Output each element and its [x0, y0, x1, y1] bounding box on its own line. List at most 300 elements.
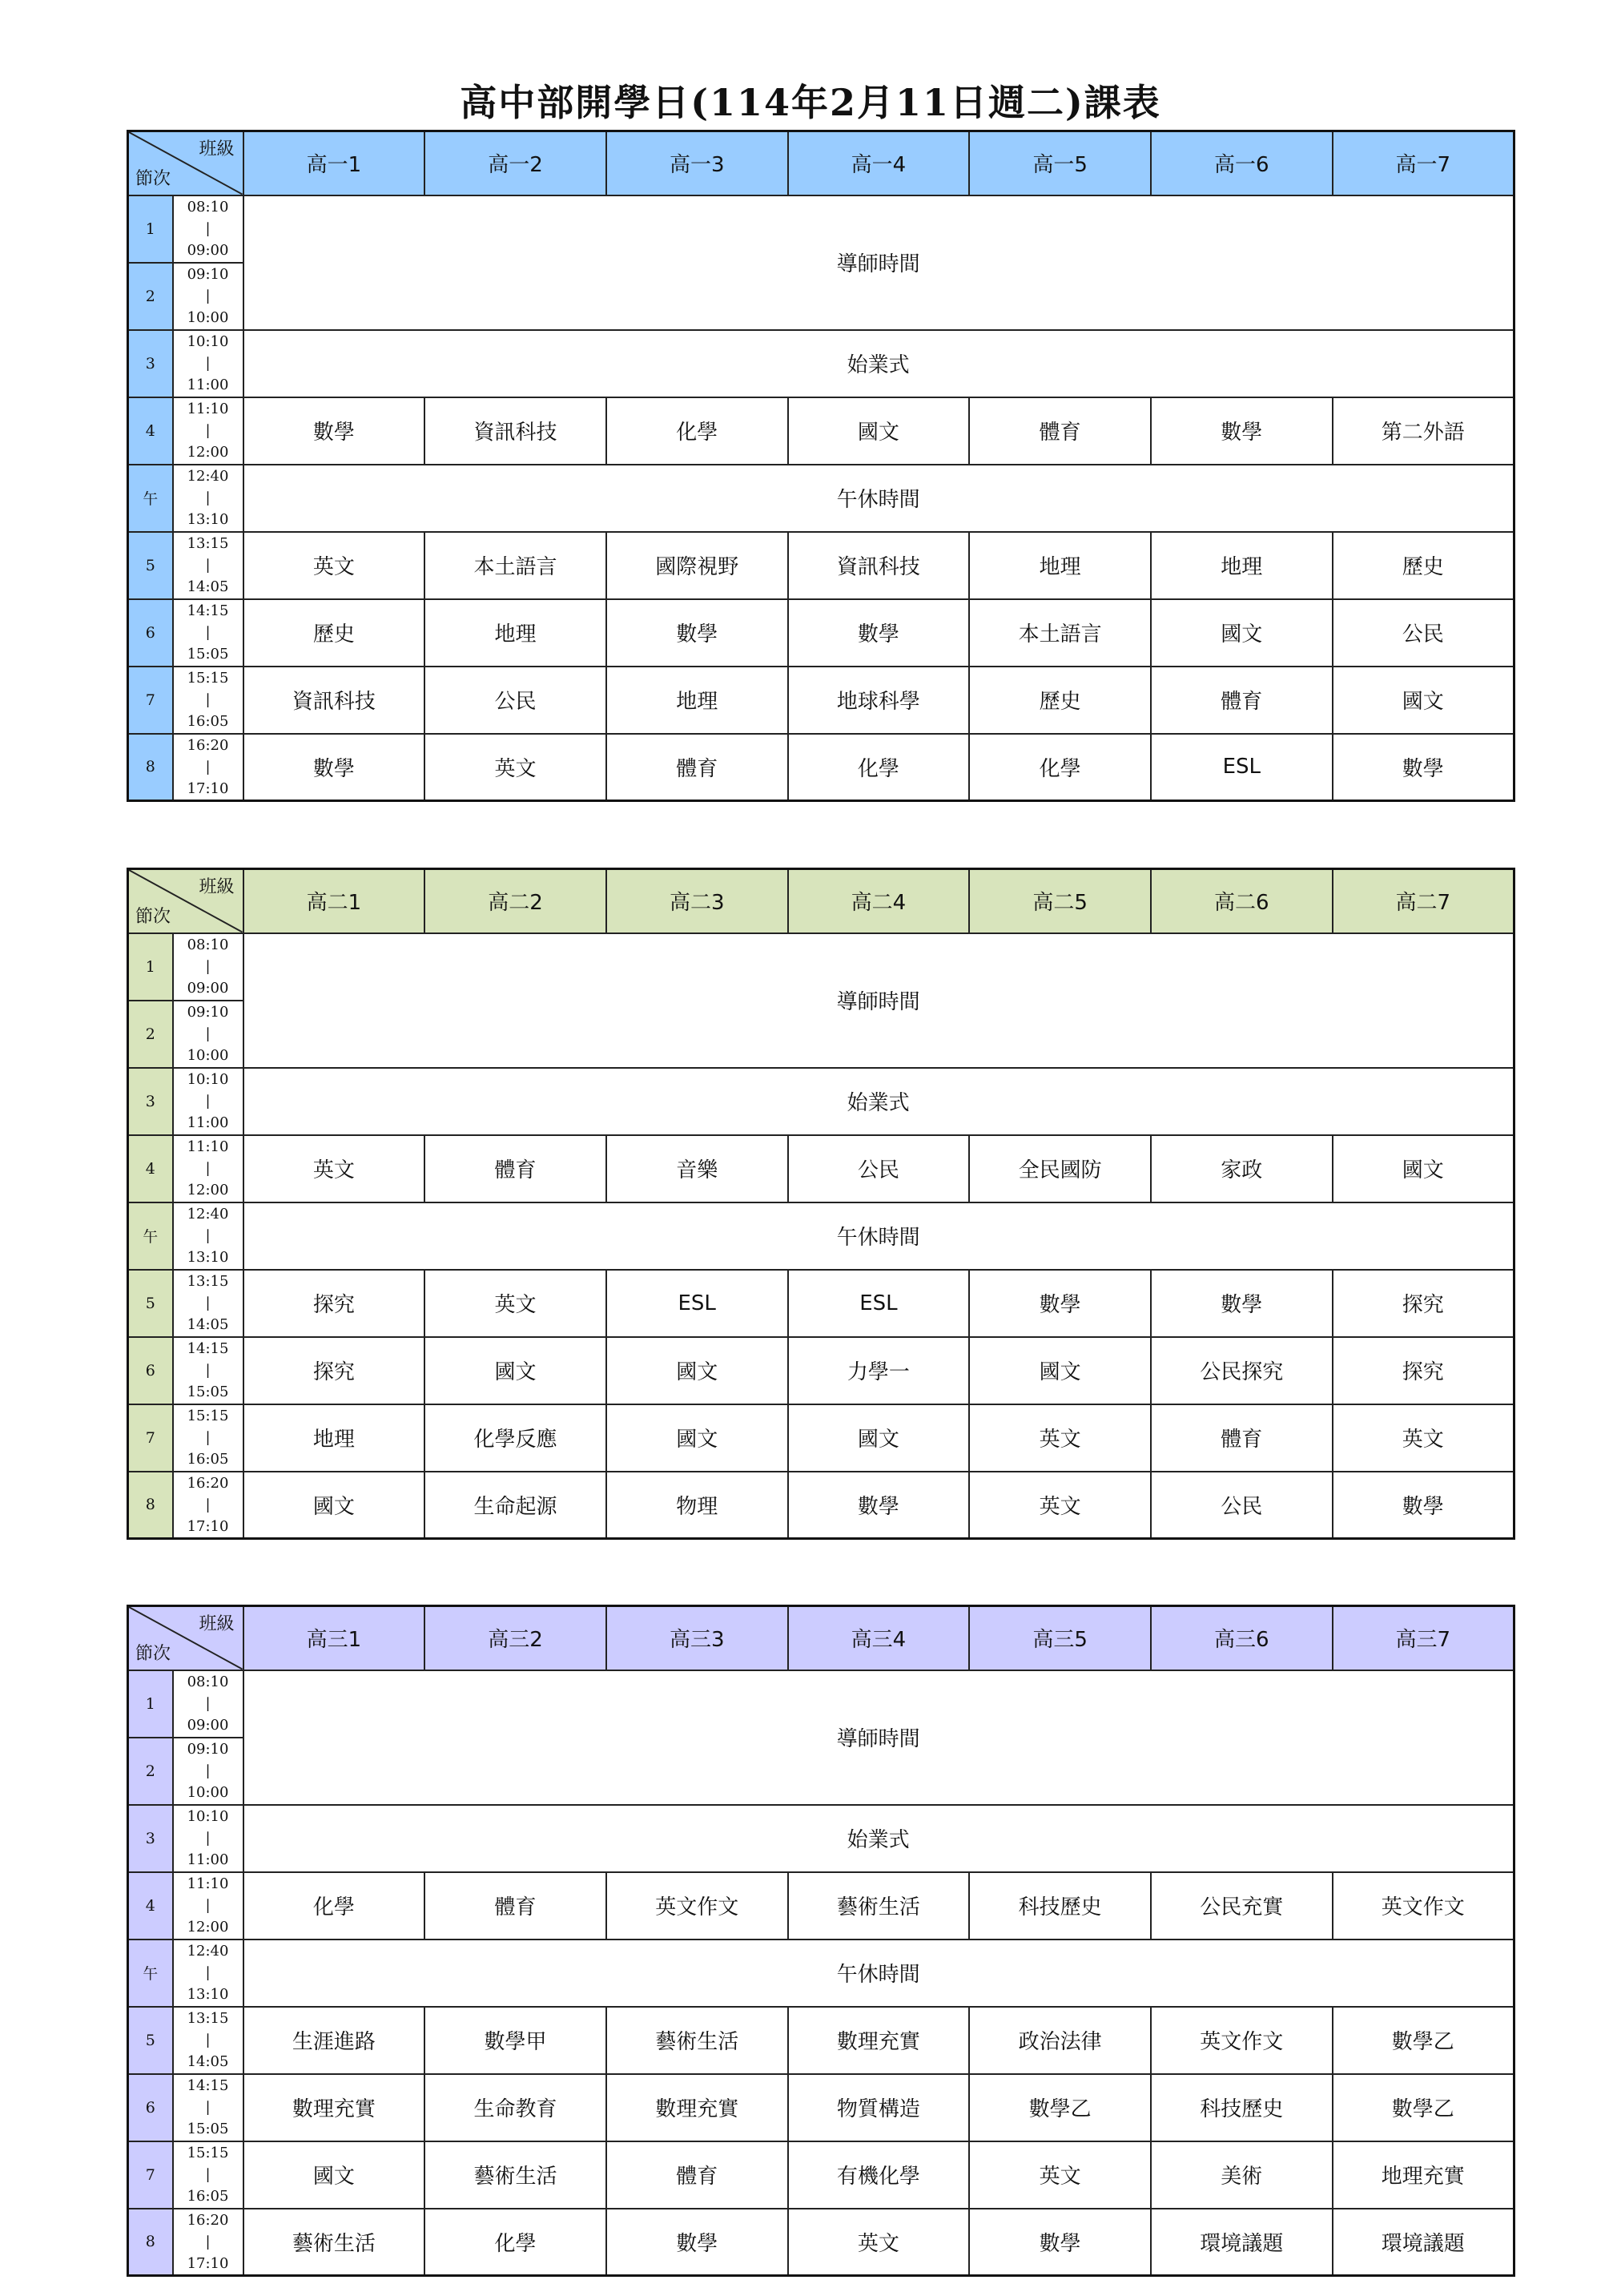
- subject-cell: 國文: [1333, 1135, 1514, 1202]
- start-time: 13:15: [187, 2010, 229, 2027]
- start-time: 10:10: [187, 1071, 229, 1088]
- time-separator: |: [205, 355, 211, 372]
- subject-cell: 力學一: [788, 1337, 970, 1404]
- time-separator: |: [205, 220, 211, 237]
- period-number: 8: [128, 2209, 173, 2276]
- subject-cell: 國文: [606, 1404, 788, 1472]
- subject-cell: 英文: [969, 2141, 1151, 2209]
- subject-cell: 體育: [969, 397, 1151, 465]
- subject-cell: 藝術生活: [788, 1872, 970, 1940]
- period-number: 3: [128, 1068, 173, 1135]
- time-separator: |: [205, 758, 211, 775]
- subject-cell: 數學: [243, 397, 425, 465]
- subject-cell: 體育: [1151, 667, 1333, 734]
- period-number: 3: [128, 1805, 173, 1872]
- period-row: [128, 667, 1514, 734]
- period-label: 節次: [135, 168, 171, 189]
- class-header: 高三2: [424, 1606, 606, 1670]
- period-row: [128, 1135, 1514, 1202]
- subject-cell: 地理: [424, 599, 606, 667]
- period-time: [173, 1135, 243, 1202]
- end-time: 10:00: [187, 1047, 229, 1064]
- period-time: [173, 1404, 243, 1472]
- header-row: [128, 131, 1514, 195]
- period-time: [173, 1001, 243, 1068]
- schedule-table-grade-2: [127, 868, 1515, 1540]
- class-header: 高二1: [243, 869, 425, 933]
- subject-cell: 資訊科技: [424, 397, 606, 465]
- period-time: [173, 1472, 243, 1539]
- time-separator: |: [205, 288, 211, 304]
- subject-cell: 英文: [424, 1270, 606, 1337]
- period-row: [128, 195, 1514, 263]
- subject-cell: 數學甲: [424, 2007, 606, 2074]
- subject-cell: 地理充實: [1333, 2141, 1514, 2209]
- subject-cell: 公民: [424, 667, 606, 734]
- class-header: 高三1: [243, 1606, 425, 1670]
- period-row: [128, 933, 1514, 1001]
- class-header: 高三3: [606, 1606, 788, 1670]
- class-label: 班級: [199, 1614, 235, 1634]
- period-row: [128, 734, 1514, 801]
- subject-cell: 藝術生活: [424, 2141, 606, 2209]
- subject-cell: 數理充實: [788, 2007, 970, 2074]
- period-row: [128, 1068, 1514, 1135]
- end-time: 13:10: [187, 1986, 229, 2003]
- subject-cell: 生命起源: [424, 1472, 606, 1539]
- subject-cell: 生涯進路: [243, 2007, 425, 2074]
- subject-cell: 數學: [1151, 1270, 1333, 1337]
- lunch-cell: 午休時間: [243, 1202, 1514, 1270]
- period-time: [173, 1670, 243, 1738]
- start-time: 13:15: [187, 535, 229, 552]
- time-separator: |: [205, 1762, 211, 1779]
- period-number: 5: [128, 532, 173, 599]
- period-row: [128, 1202, 1514, 1270]
- subject-cell: 物理: [606, 1472, 788, 1539]
- period-number: 7: [128, 667, 173, 734]
- class-header: 高三6: [1151, 1606, 1333, 1670]
- time-separator: |: [205, 1964, 211, 1981]
- subject-cell: 體育: [606, 2141, 788, 2209]
- end-time: 16:05: [187, 2188, 229, 2205]
- time-separator: |: [205, 1830, 211, 1847]
- end-time: 14:05: [187, 1316, 229, 1333]
- period-number: 2: [128, 1738, 173, 1805]
- period-time: [173, 2141, 243, 2209]
- period-row: [128, 1872, 1514, 1940]
- period-time: [173, 1202, 243, 1270]
- end-time: 09:00: [187, 980, 229, 997]
- subject-cell: 數學: [243, 734, 425, 801]
- period-number: 午: [128, 465, 173, 532]
- period-time: [173, 1805, 243, 1872]
- end-time: 15:05: [187, 646, 229, 663]
- start-time: 08:10: [187, 199, 229, 216]
- subject-cell: 科技歷史: [1151, 2074, 1333, 2141]
- start-time: 12:40: [187, 1206, 229, 1223]
- subject-cell: 地理: [243, 1404, 425, 1472]
- subject-cell: 國文: [424, 1337, 606, 1404]
- time-separator: |: [205, 1695, 211, 1712]
- period-time: [173, 933, 243, 1001]
- start-time: 15:15: [187, 670, 229, 687]
- subject-cell: 藝術生活: [606, 2007, 788, 2074]
- ceremony-cell: 始業式: [243, 1805, 1514, 1872]
- start-time: 11:10: [187, 401, 229, 417]
- subject-cell: 公民: [1333, 599, 1514, 667]
- period-row: [128, 2141, 1514, 2209]
- time-separator: |: [205, 958, 211, 975]
- subject-cell: 英文: [788, 2209, 970, 2276]
- class-header: 高二3: [606, 869, 788, 933]
- subject-cell: 化學: [243, 1872, 425, 1940]
- subject-cell: 體育: [424, 1135, 606, 1202]
- period-time: [173, 1270, 243, 1337]
- start-time: 16:20: [187, 2211, 229, 2229]
- end-time: 15:05: [187, 1384, 229, 1400]
- subject-cell: 數學: [606, 599, 788, 667]
- subject-cell: 體育: [424, 1872, 606, 1940]
- start-time: 11:10: [187, 1138, 229, 1155]
- class-label: 班級: [199, 139, 235, 159]
- end-time: 17:10: [187, 2254, 229, 2272]
- subject-cell: 英文: [424, 734, 606, 801]
- end-time: 12:00: [187, 1919, 229, 1935]
- period-time: [173, 1068, 243, 1135]
- class-label: 班級: [199, 877, 235, 897]
- start-time: 13:15: [187, 1273, 229, 1290]
- subject-cell: 探究: [1333, 1270, 1514, 1337]
- time-separator: |: [205, 1295, 211, 1311]
- class-header: 高一3: [606, 131, 788, 195]
- end-time: 17:10: [187, 779, 229, 797]
- subject-cell: 數學: [1333, 1472, 1514, 1539]
- ceremony-cell: 始業式: [243, 1068, 1514, 1135]
- period-number: 7: [128, 1404, 173, 1472]
- subject-cell: 英文作文: [606, 1872, 788, 1940]
- subject-cell: 英文作文: [1333, 1872, 1514, 1940]
- period-number: 4: [128, 1135, 173, 1202]
- page-title: 高中部開學日(114年2月11日週二)課表: [460, 81, 1161, 124]
- end-time: 16:05: [187, 1451, 229, 1468]
- class-header: 高三7: [1333, 1606, 1514, 1670]
- period-number: 1: [128, 933, 173, 1001]
- class-header: 高一1: [243, 131, 425, 195]
- class-header: 高二4: [788, 869, 970, 933]
- time-separator: |: [205, 1160, 211, 1177]
- end-time: 10:00: [187, 309, 229, 326]
- period-time: [173, 2209, 243, 2276]
- subject-cell: 體育: [1151, 1404, 1333, 1472]
- end-time: 13:10: [187, 1249, 229, 1266]
- schedule-table-grade-3: [127, 1605, 1515, 2277]
- start-time: 09:10: [187, 1004, 229, 1021]
- subject-cell: 歷史: [969, 667, 1151, 734]
- subject-cell: 資訊科技: [243, 667, 425, 734]
- period-time: [173, 195, 243, 263]
- class-header: 高三5: [969, 1606, 1151, 1670]
- subject-cell: 探究: [1333, 1337, 1514, 1404]
- subject-cell: 公民探究: [1151, 1337, 1333, 1404]
- subject-cell: 化學: [969, 734, 1151, 801]
- period-number: 1: [128, 195, 173, 263]
- subject-cell: 環境議題: [1151, 2209, 1333, 2276]
- subject-cell: 國文: [1151, 599, 1333, 667]
- period-number: 6: [128, 599, 173, 667]
- end-time: 09:00: [187, 242, 229, 259]
- period-label: 節次: [135, 906, 171, 927]
- period-label: 節次: [135, 1643, 171, 1664]
- homeroom-cell: 導師時間: [243, 195, 1514, 330]
- subject-cell: 數學乙: [1333, 2007, 1514, 2074]
- homeroom-cell: 導師時間: [243, 933, 1514, 1068]
- subject-cell: 數學乙: [1333, 2074, 1514, 2141]
- subject-cell: 數理充實: [243, 2074, 425, 2141]
- class-header: 高二5: [969, 869, 1151, 933]
- subject-cell: 國文: [969, 1337, 1151, 1404]
- time-separator: |: [205, 1897, 211, 1914]
- class-header: 高一6: [1151, 131, 1333, 195]
- period-row: [128, 397, 1514, 465]
- corner-cell: [128, 1606, 243, 1670]
- end-time: 09:00: [187, 1717, 229, 1734]
- start-time: 09:10: [187, 266, 229, 283]
- period-row: [128, 1270, 1514, 1337]
- subject-cell: 第二外語: [1333, 397, 1514, 465]
- period-time: [173, 599, 243, 667]
- subject-cell: 資訊科技: [788, 532, 970, 599]
- period-time: [173, 532, 243, 599]
- period-time: [173, 667, 243, 734]
- subject-cell: 地理: [606, 667, 788, 734]
- end-time: 14:05: [187, 578, 229, 595]
- start-time: 10:10: [187, 333, 229, 350]
- time-separator: |: [205, 1496, 211, 1513]
- start-time: 14:15: [187, 2077, 229, 2094]
- class-header: 高一2: [424, 131, 606, 195]
- time-separator: |: [205, 557, 211, 574]
- period-number: 7: [128, 2141, 173, 2209]
- period-number: 6: [128, 1337, 173, 1404]
- subject-cell: 英文: [243, 532, 425, 599]
- subject-cell: 歷史: [243, 599, 425, 667]
- period-row: [128, 1805, 1514, 1872]
- end-time: 15:05: [187, 2121, 229, 2137]
- period-number: 2: [128, 1001, 173, 1068]
- subject-cell: 科技歷史: [969, 1872, 1151, 1940]
- subject-cell: 國文: [788, 397, 970, 465]
- subject-cell: ESL: [606, 1270, 788, 1337]
- subject-cell: 有機化學: [788, 2141, 970, 2209]
- period-number: 4: [128, 1872, 173, 1940]
- start-time: 16:20: [187, 1474, 229, 1492]
- subject-cell: 環境議題: [1333, 2209, 1514, 2276]
- subject-cell: 國文: [243, 2141, 425, 2209]
- class-header: 高一5: [969, 131, 1151, 195]
- subject-cell: 數學: [788, 599, 970, 667]
- period-row: [128, 1404, 1514, 1472]
- period-row: [128, 1940, 1514, 2007]
- end-time: 11:00: [187, 1851, 229, 1868]
- start-time: 11:10: [187, 1875, 229, 1892]
- subject-cell: 國際視野: [606, 532, 788, 599]
- start-time: 15:15: [187, 2145, 229, 2161]
- start-time: 14:15: [187, 1340, 229, 1357]
- subject-cell: 地球科學: [788, 667, 970, 734]
- subject-cell: 國文: [1333, 667, 1514, 734]
- class-header: 高一4: [788, 131, 970, 195]
- start-time: 14:15: [187, 602, 229, 619]
- period-number: 8: [128, 1472, 173, 1539]
- time-separator: |: [205, 2032, 211, 2048]
- subject-cell: 歷史: [1333, 532, 1514, 599]
- end-time: 14:05: [187, 2053, 229, 2070]
- homeroom-cell: 導師時間: [243, 1670, 1514, 1805]
- start-time: 08:10: [187, 937, 229, 953]
- period-row: [128, 2074, 1514, 2141]
- period-number: 6: [128, 2074, 173, 2141]
- period-time: [173, 734, 243, 801]
- period-time: [173, 1872, 243, 1940]
- period-number: 5: [128, 1270, 173, 1337]
- period-number: 5: [128, 2007, 173, 2074]
- time-separator: |: [205, 489, 211, 506]
- period-time: [173, 397, 243, 465]
- class-header: 高二7: [1333, 869, 1514, 933]
- end-time: 12:00: [187, 444, 229, 461]
- time-separator: |: [205, 1093, 211, 1110]
- subject-cell: 數學: [969, 2209, 1151, 2276]
- subject-cell: 本土語言: [424, 532, 606, 599]
- end-time: 17:10: [187, 1517, 229, 1535]
- end-time: 16:05: [187, 713, 229, 730]
- subject-cell: 數學: [1333, 734, 1514, 801]
- subject-cell: ESL: [1151, 734, 1333, 801]
- subject-cell: 國文: [243, 1472, 425, 1539]
- period-time: [173, 465, 243, 532]
- period-row: [128, 465, 1514, 532]
- period-row: [128, 599, 1514, 667]
- subject-cell: 公民充實: [1151, 1872, 1333, 1940]
- corner-cell: [128, 869, 243, 933]
- time-separator: |: [205, 624, 211, 641]
- time-separator: |: [205, 1429, 211, 1446]
- subject-cell: 體育: [606, 734, 788, 801]
- start-time: 12:40: [187, 468, 229, 485]
- subject-cell: 數學: [788, 1472, 970, 1539]
- corner-cell: [128, 131, 243, 195]
- period-number: 4: [128, 397, 173, 465]
- subject-cell: 化學: [424, 2209, 606, 2276]
- class-header: 高二6: [1151, 869, 1333, 933]
- period-number: 午: [128, 1940, 173, 2007]
- end-time: 12:00: [187, 1182, 229, 1198]
- period-time: [173, 2074, 243, 2141]
- period-number: 1: [128, 1670, 173, 1738]
- subject-cell: 英文: [243, 1135, 425, 1202]
- subject-cell: 化學: [788, 734, 970, 801]
- time-separator: |: [205, 1227, 211, 1244]
- period-time: [173, 1337, 243, 1404]
- subject-cell: 化學反應: [424, 1404, 606, 1472]
- start-time: 09:10: [187, 1741, 229, 1758]
- lunch-cell: 午休時間: [243, 465, 1514, 532]
- subject-cell: 全民國防: [969, 1135, 1151, 1202]
- subject-cell: 地理: [1151, 532, 1333, 599]
- subject-cell: 美術: [1151, 2141, 1333, 2209]
- period-number: 8: [128, 734, 173, 801]
- period-number: 2: [128, 263, 173, 330]
- subject-cell: 數學: [1151, 397, 1333, 465]
- subject-cell: 生命教育: [424, 2074, 606, 2141]
- subject-cell: 探究: [243, 1270, 425, 1337]
- start-time: 16:20: [187, 736, 229, 754]
- subject-cell: 家政: [1151, 1135, 1333, 1202]
- period-time: [173, 2007, 243, 2074]
- header-row: [128, 869, 1514, 933]
- subject-cell: 數學: [969, 1270, 1151, 1337]
- time-separator: |: [205, 2099, 211, 2116]
- class-header: 高一7: [1333, 131, 1514, 195]
- period-number: 3: [128, 330, 173, 397]
- subject-cell: 化學: [606, 397, 788, 465]
- period-row: [128, 1337, 1514, 1404]
- period-number: 午: [128, 1202, 173, 1270]
- subject-cell: 數理充實: [606, 2074, 788, 2141]
- period-row: [128, 2007, 1514, 2074]
- subject-cell: 公民: [1151, 1472, 1333, 1539]
- end-time: 13:10: [187, 511, 229, 528]
- subject-cell: 英文: [1333, 1404, 1514, 1472]
- subject-cell: 國文: [788, 1404, 970, 1472]
- subject-cell: 藝術生活: [243, 2209, 425, 2276]
- subject-cell: 英文: [969, 1472, 1151, 1539]
- period-time: [173, 1940, 243, 2007]
- subject-cell: 公民: [788, 1135, 970, 1202]
- start-time: 08:10: [187, 1674, 229, 1690]
- start-time: 10:10: [187, 1808, 229, 1825]
- subject-cell: 政治法律: [969, 2007, 1151, 2074]
- subject-cell: 探究: [243, 1337, 425, 1404]
- end-time: 11:00: [187, 377, 229, 393]
- time-separator: |: [205, 1362, 211, 1379]
- end-time: 11:00: [187, 1114, 229, 1131]
- start-time: 12:40: [187, 1943, 229, 1960]
- lunch-cell: 午休時間: [243, 1940, 1514, 2007]
- start-time: 15:15: [187, 1408, 229, 1424]
- header-row: [128, 1606, 1514, 1670]
- subject-cell: 英文: [969, 1404, 1151, 1472]
- subject-cell: 物質構造: [788, 2074, 970, 2141]
- period-time: [173, 330, 243, 397]
- time-separator: |: [205, 2166, 211, 2183]
- period-time: [173, 1738, 243, 1805]
- subject-cell: 國文: [606, 1337, 788, 1404]
- period-row: [128, 2209, 1514, 2276]
- period-row: [128, 532, 1514, 599]
- subject-cell: 音樂: [606, 1135, 788, 1202]
- period-row: [128, 330, 1514, 397]
- subject-cell: 數學: [606, 2209, 788, 2276]
- subject-cell: 地理: [969, 532, 1151, 599]
- period-row: [128, 1472, 1514, 1539]
- subject-cell: 英文作文: [1151, 2007, 1333, 2074]
- time-separator: |: [205, 422, 211, 439]
- ceremony-cell: 始業式: [243, 330, 1514, 397]
- end-time: 10:00: [187, 1784, 229, 1801]
- subject-cell: 本土語言: [969, 599, 1151, 667]
